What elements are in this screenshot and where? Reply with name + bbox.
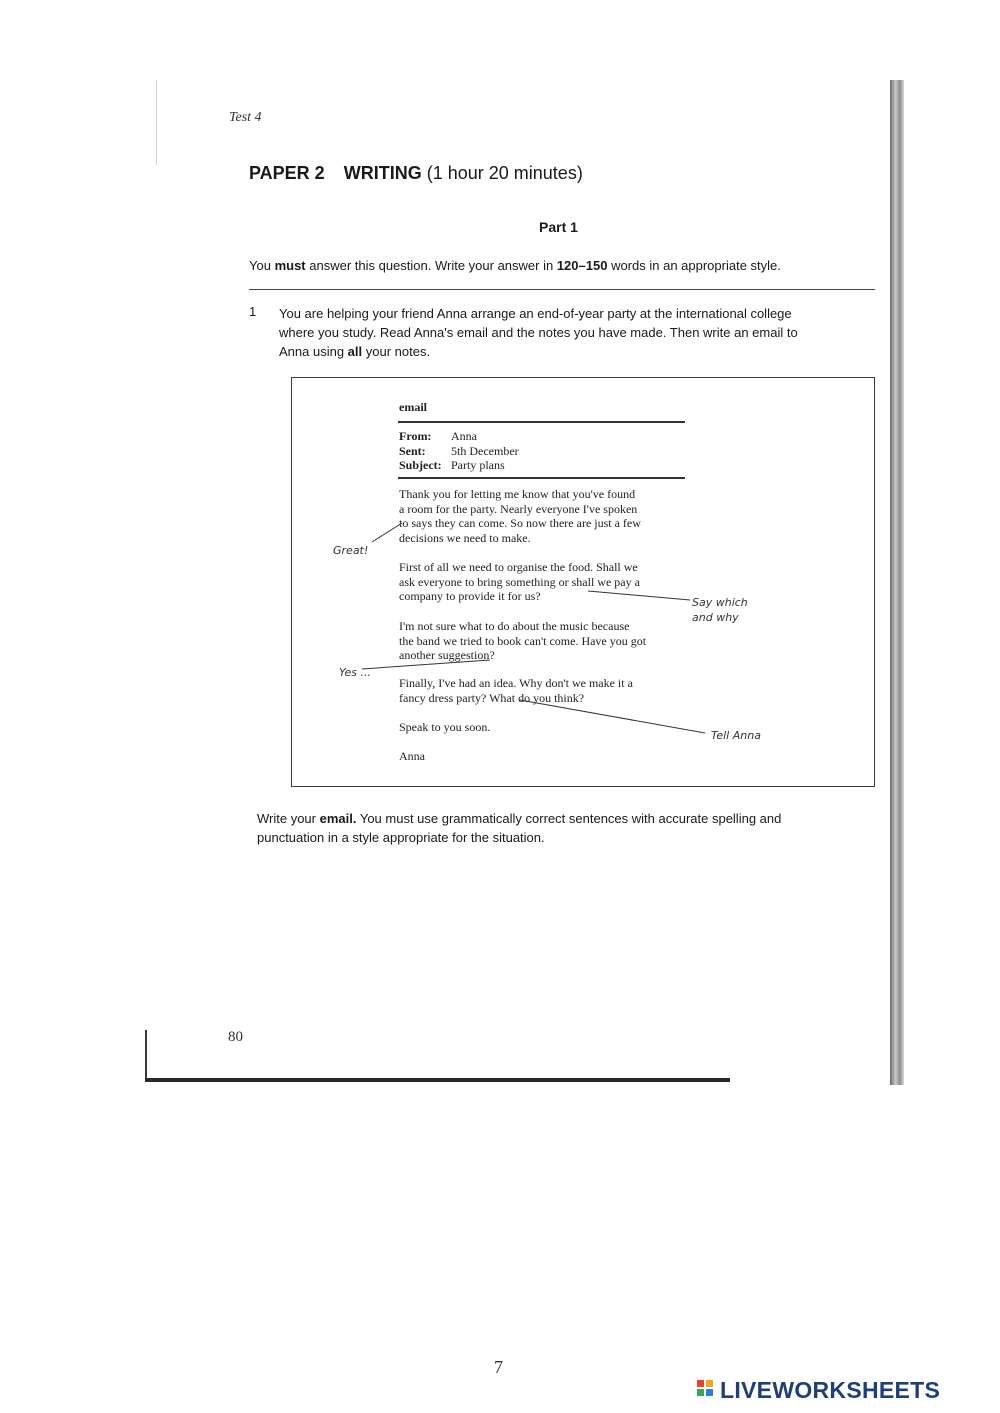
subject-value: Party plans: [451, 458, 505, 472]
email-line: company to provide it for us?: [399, 589, 541, 603]
brand-name[interactable]: LIVEWORKSHEETS: [720, 1377, 941, 1403]
task-text: Write your: [257, 811, 320, 826]
email-line: a room for the party. Nearly everyone I've spoken: [399, 501, 638, 516]
note-great: Great!: [333, 544, 369, 557]
liveworksheets-logo-icon: [697, 1380, 717, 1400]
instructions-text: You: [249, 258, 275, 273]
instructions-must: must: [274, 258, 306, 273]
task-line: punctuation in a style appropriate for the situation.: [257, 830, 545, 845]
from-label: From:: [399, 429, 432, 443]
sent-label: Sent:: [399, 443, 426, 458]
sheet-page-number: 7: [494, 1357, 503, 1377]
logo-square: [697, 1389, 704, 1396]
email-line: First of all we need to organise the food. Shall we: [399, 560, 638, 574]
subject-label: Subject:: [399, 458, 442, 472]
paper-section: WRITING: [343, 163, 422, 183]
email-line: to says they can come. So now there are just a few: [399, 516, 641, 530]
pointer-line-great: [372, 523, 402, 542]
pointer-line-tell-anna: [520, 700, 705, 733]
scan-edge-mark-bottom: [145, 1030, 147, 1080]
logo-square: [706, 1389, 713, 1396]
question-line: where you study. Read Anna's email and the notes you have made. Then write an email to: [279, 325, 798, 340]
note-tell-anna: Tell Anna: [711, 729, 761, 742]
email-line: Thank you for letting me know that you've found: [399, 487, 636, 501]
sent-value: 5th December: [451, 443, 519, 458]
task-line: [257, 809, 781, 828]
email-line: Finally, I've had an idea. Why don't we make it a: [399, 676, 633, 690]
email-line: fancy dress party? What do you think?: [399, 690, 585, 705]
question-line-bold: all: [347, 344, 363, 359]
instructions-word-count: 120–150: [556, 258, 608, 273]
note-say-which: [692, 595, 748, 625]
paper-label: PAPER 2: [249, 163, 325, 183]
task-instructions: [257, 809, 781, 847]
pointer-line-say-which: [588, 591, 690, 600]
task-text: You must use grammatically correct sentences with accurate spelling and: [356, 811, 782, 826]
paper-duration: (1 hour 20 minutes): [426, 163, 583, 183]
note-yes: Yes ...: [339, 666, 371, 679]
question-line-text: your notes.: [362, 344, 431, 359]
task-bold: email.: [319, 811, 357, 826]
instructions-text: words in an appropriate style.: [607, 258, 781, 273]
email-signature: Anna: [399, 749, 425, 763]
question-line: You are helping your friend Anna arrange an end-of-year party at the international college: [279, 306, 792, 321]
pointer-line-yes: [362, 660, 490, 669]
question-line-text: Anna using: [279, 344, 348, 359]
note-say-which-line: Say which: [692, 596, 748, 609]
question-number: 1: [249, 304, 257, 319]
email-heading: email: [399, 400, 427, 414]
from-value: Anna: [451, 429, 477, 443]
logo-square: [706, 1380, 713, 1387]
instructions-text: answer this question. Write your answer in: [305, 258, 557, 273]
logo-square: [697, 1380, 704, 1387]
email-line: another suggestion?: [399, 648, 495, 662]
part-label: Part 1: [539, 219, 578, 235]
email-line: decisions we need to make.: [399, 530, 531, 545]
book-page-number: 80: [228, 1029, 243, 1045]
test-label: Test 4: [229, 110, 262, 125]
page-bottom-rule: [145, 1078, 730, 1082]
email-line: ask everyone to bring something or shall we pay a: [399, 574, 640, 589]
email-line: I'm not sure what to do about the music because: [399, 619, 630, 633]
note-say-which-line: and why: [692, 611, 739, 624]
email-closing: Speak to you soon.: [399, 720, 491, 734]
email-line: the band we tried to book can't come. Have you got: [399, 633, 647, 648]
